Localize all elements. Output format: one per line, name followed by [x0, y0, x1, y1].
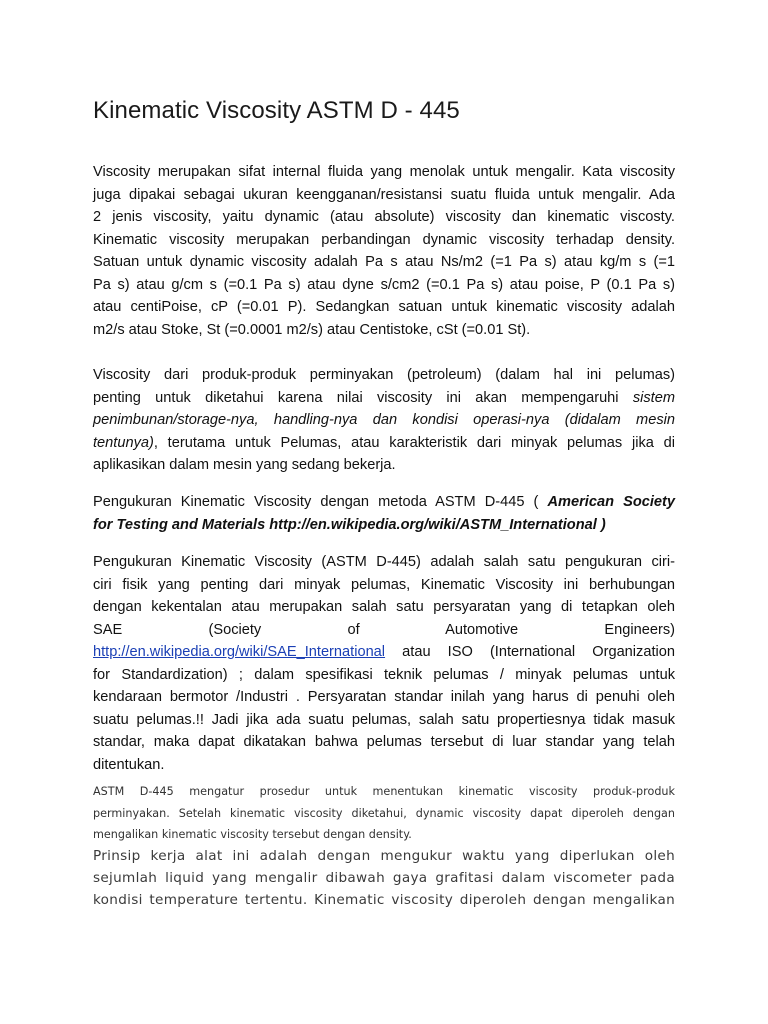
text-line: ASTM D-445 mengatur prosedur untuk menentukan kinematic viscosity produk-produk: [93, 785, 675, 798]
text-line: ciri fisik yang penting dari minyak pelumas, Kinematic Viscosity ini berhubungan: [93, 576, 675, 593]
text-line: dengan kekentalan atau merupakan salah satu persyaratan yang di tetapkan oleh: [93, 599, 675, 615]
text-line: 2 jenis viscosity, yaitu dynamic (atau absolute) viscosity dan kinematic viscosty.: [93, 209, 675, 225]
text-line: atau centiPoise, cP (=0.01 P). Sedangkan satuan untuk kinematic viscosity adalah: [93, 299, 675, 315]
text-line: Kinematic viscosity merupakan perbandingan dynamic viscosity terhadap density.: [93, 231, 675, 248]
text-line: Viscosity dari produk-produk perminyakan (petroleum) (dalam hal ini pelumas): [93, 367, 675, 383]
text-run: , terutama untuk Pelumas, atau karakteristik dari minyak pelumas jika di: [153, 434, 675, 451]
text-line: [93, 387, 675, 410]
paragraph-petroleum: [93, 364, 675, 477]
text-line: sejumlah liquid yang mengalir dibawah gaya grafitasi dalam viscometer pada: [93, 869, 675, 886]
text-line: kondisi temperature tertentu. Kinematic viscosity diperoleh dengan mengalikan: [93, 891, 675, 908]
page-title: Kinematic Viscosity ASTM D - 445: [93, 97, 460, 124]
paragraph-definition: [93, 161, 675, 341]
text-line: perminyakan. Setelah kinematic viscosity diketahui, dynamic viscosity dapat diperoleh dengan: [93, 806, 675, 820]
text-line: mengalikan kinematic viscosity tersebut dengan density.: [93, 828, 412, 841]
bold-italic-text: American Society: [547, 494, 675, 510]
paragraph-working-principle: [93, 846, 675, 911]
text-line: aplikasikan dalam mesin yang sedang bekerja.: [93, 457, 396, 473]
text-run: atau ISO (International Organization: [385, 644, 675, 660]
paragraph-measurement: [93, 551, 675, 776]
text-line: m2/s atau Stoke, St (=0.0001 m2/s) atau Centistoke, cSt (=0.01 St).: [93, 321, 531, 338]
text-line: Pa s) atau g/cm s (=0.1 Pa s) atau dyne s/cm2 (=0.1 Pa s) atau poise, P (0.1 Pa s): [93, 276, 675, 293]
bold-italic-text-line: for Testing and Materials http://en.wikipedia.org/wiki/ASTM_International ): [93, 516, 606, 533]
text-line: kendaraan bermotor /Industri . Persyaratan standar inilah yang harus di penuhi oleh: [93, 689, 675, 705]
text-line: Pengukuran Kinematic Viscosity (ASTM D-445) adalah salah satu pengukuran ciri-: [93, 554, 675, 570]
text-line: Prinsip kerja alat ini adalah dengan mengukur waktu yang diperlukan oleh: [93, 848, 675, 864]
paragraph-astm-procedure: [93, 781, 675, 846]
text-run: Pengukuran Kinematic Viscosity dengan metoda ASTM D-445 (: [93, 494, 548, 510]
text-line: for Standardization) ; dalam spesifikasi teknik pelumas / minyak pelumas untuk: [93, 666, 675, 683]
text-line: suatu pelumas.!! Jadi jika ada suatu pelumas, salah satu propertiesnya tidak masuk: [93, 711, 675, 728]
text-run: penting untuk diketahui karena nilai viscosity ini akan mempengaruhi: [93, 389, 633, 406]
italic-text: tentunya): [93, 434, 154, 451]
text-line: juga dipakai sebagai ukuran keengganan/resistansi suatu fluida untuk mengalir. Ada: [93, 186, 675, 203]
text-line: Viscosity merupakan sifat internal fluida yang menolak untuk mengalir. Kata viscosity: [93, 164, 675, 180]
text-line: [93, 641, 675, 664]
paragraph-method: [93, 491, 675, 536]
italic-text: sistem: [632, 389, 675, 406]
text-line: standar, maka dapat dikatakan bahwa pelumas tersebut di luar standar yang telah: [93, 734, 675, 750]
text-line: Satuan untuk dynamic viscosity adalah Pa s atau Ns/m2 (=1 Pa s) atau kg/m s (=1: [93, 254, 675, 270]
text-line: [93, 491, 675, 514]
italic-text-line: penimbunan/storage-nya, handling-nya dan kondisi operasi-nya (didalam mesin: [93, 412, 675, 428]
text-line: SAE (Society of Automotive Engineers): [93, 621, 675, 638]
text-line: ditentukan.: [93, 756, 165, 773]
sae-link[interactable]: http://en.wikipedia.org/wiki/SAE_International: [93, 644, 386, 660]
text-line: [93, 432, 675, 455]
